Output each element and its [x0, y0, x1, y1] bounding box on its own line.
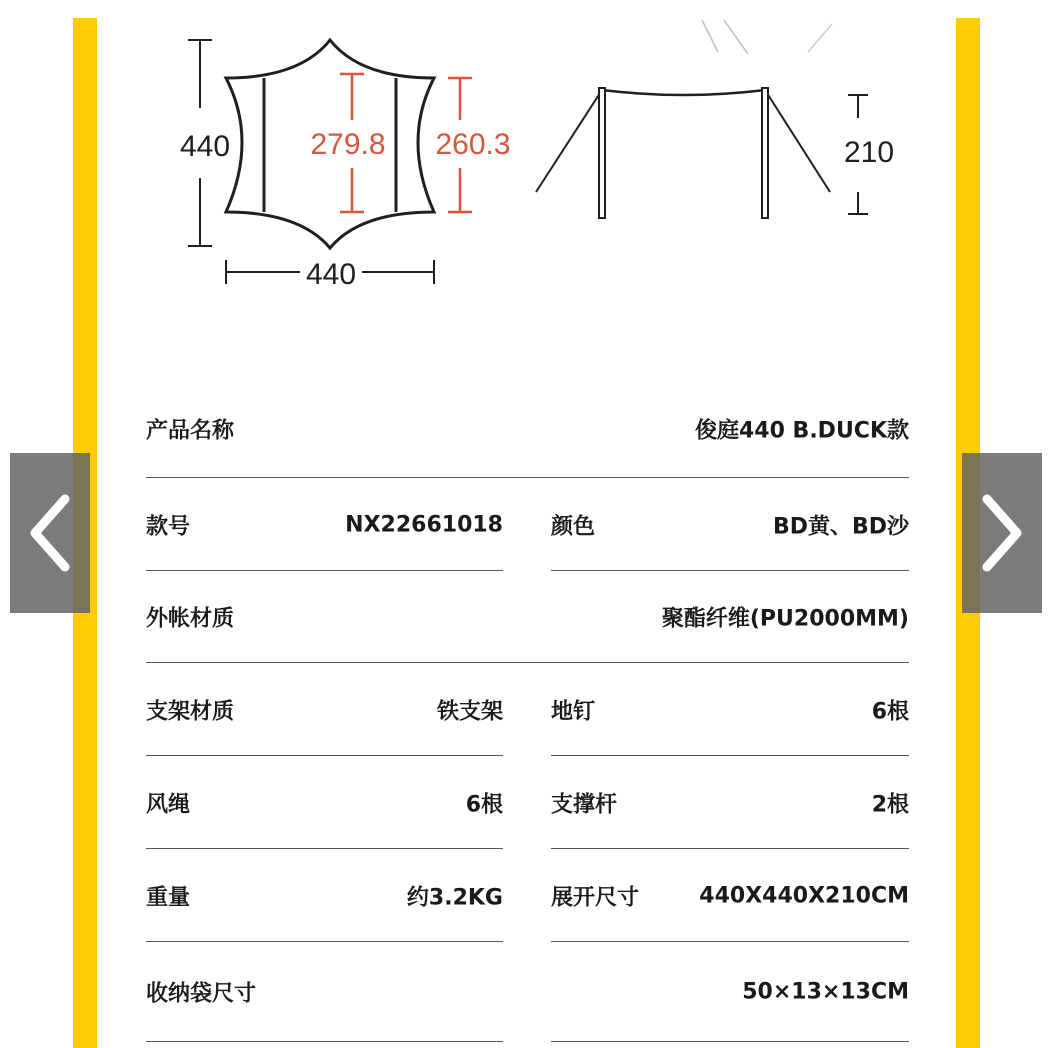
spec-value: 6根 [871, 699, 909, 724]
next-image-button[interactable] [962, 453, 1042, 613]
prev-image-button[interactable] [10, 453, 90, 613]
chevron-right-icon [979, 493, 1025, 573]
spec-value: 约3.2KG [406, 885, 503, 910]
spec-label: 地钉 [551, 699, 596, 724]
faint-line-1 [702, 20, 718, 52]
spec-label: 重量 [146, 885, 191, 910]
spec-value: 聚酯纤维(PU2000MM) [661, 606, 909, 632]
spec-row-weight-size [146, 849, 909, 942]
row-divider [146, 1041, 503, 1043]
side-height-label: 210 [843, 136, 895, 169]
row-divider [551, 1041, 909, 1043]
top-height-label: 440 [179, 130, 231, 163]
tarp-ridge-line [602, 90, 765, 95]
spec-row-ropes-poles [146, 756, 909, 849]
pole-right [762, 88, 768, 218]
spec-label: 支撑杆 [551, 792, 618, 817]
top-width-label: 440 [305, 258, 357, 291]
spec-value: 2根 [871, 792, 909, 817]
spec-label: 支架材质 [146, 699, 235, 724]
spec-value: 俊庭440 B.DUCK款 [694, 418, 909, 444]
guy-line-left [536, 90, 602, 192]
faint-line-2 [724, 20, 748, 54]
spec-value: 铁支架 [436, 699, 503, 724]
spec-table [146, 380, 909, 1042]
spec-row-outer-material [146, 571, 909, 663]
spec-value: BD黄、BD沙 [772, 514, 909, 539]
side-view-diagram [536, 20, 832, 218]
spec-label: 外帐材质 [146, 606, 235, 632]
chevron-left-icon [27, 493, 73, 573]
spec-label: 展开尺寸 [551, 885, 640, 910]
spec-label: 产品名称 [146, 418, 235, 444]
spec-row-product-name [146, 380, 909, 478]
inner-label-2: 260.3 [435, 128, 511, 161]
spec-value: 6根 [465, 792, 503, 817]
tent-dimension-diagram [0, 0, 1048, 320]
pole-left [599, 88, 605, 218]
spec-row-bag-size [146, 942, 909, 1042]
spec-value: 440X440X210CM [699, 883, 909, 908]
spec-row-frame-stakes [146, 663, 909, 756]
spec-value: 50×13×13CM [742, 979, 909, 1005]
spec-row-model-color [146, 478, 909, 571]
spec-label: 款号 [146, 514, 191, 539]
spec-value: NX22661018 [345, 512, 503, 537]
faint-line-3 [808, 24, 832, 52]
spec-label: 风绳 [146, 792, 191, 817]
spec-label: 收纳袋尺寸 [146, 981, 257, 1007]
inner-label-1: 279.8 [310, 128, 386, 161]
spec-label: 颜色 [551, 514, 596, 539]
guy-line-right [765, 90, 830, 192]
